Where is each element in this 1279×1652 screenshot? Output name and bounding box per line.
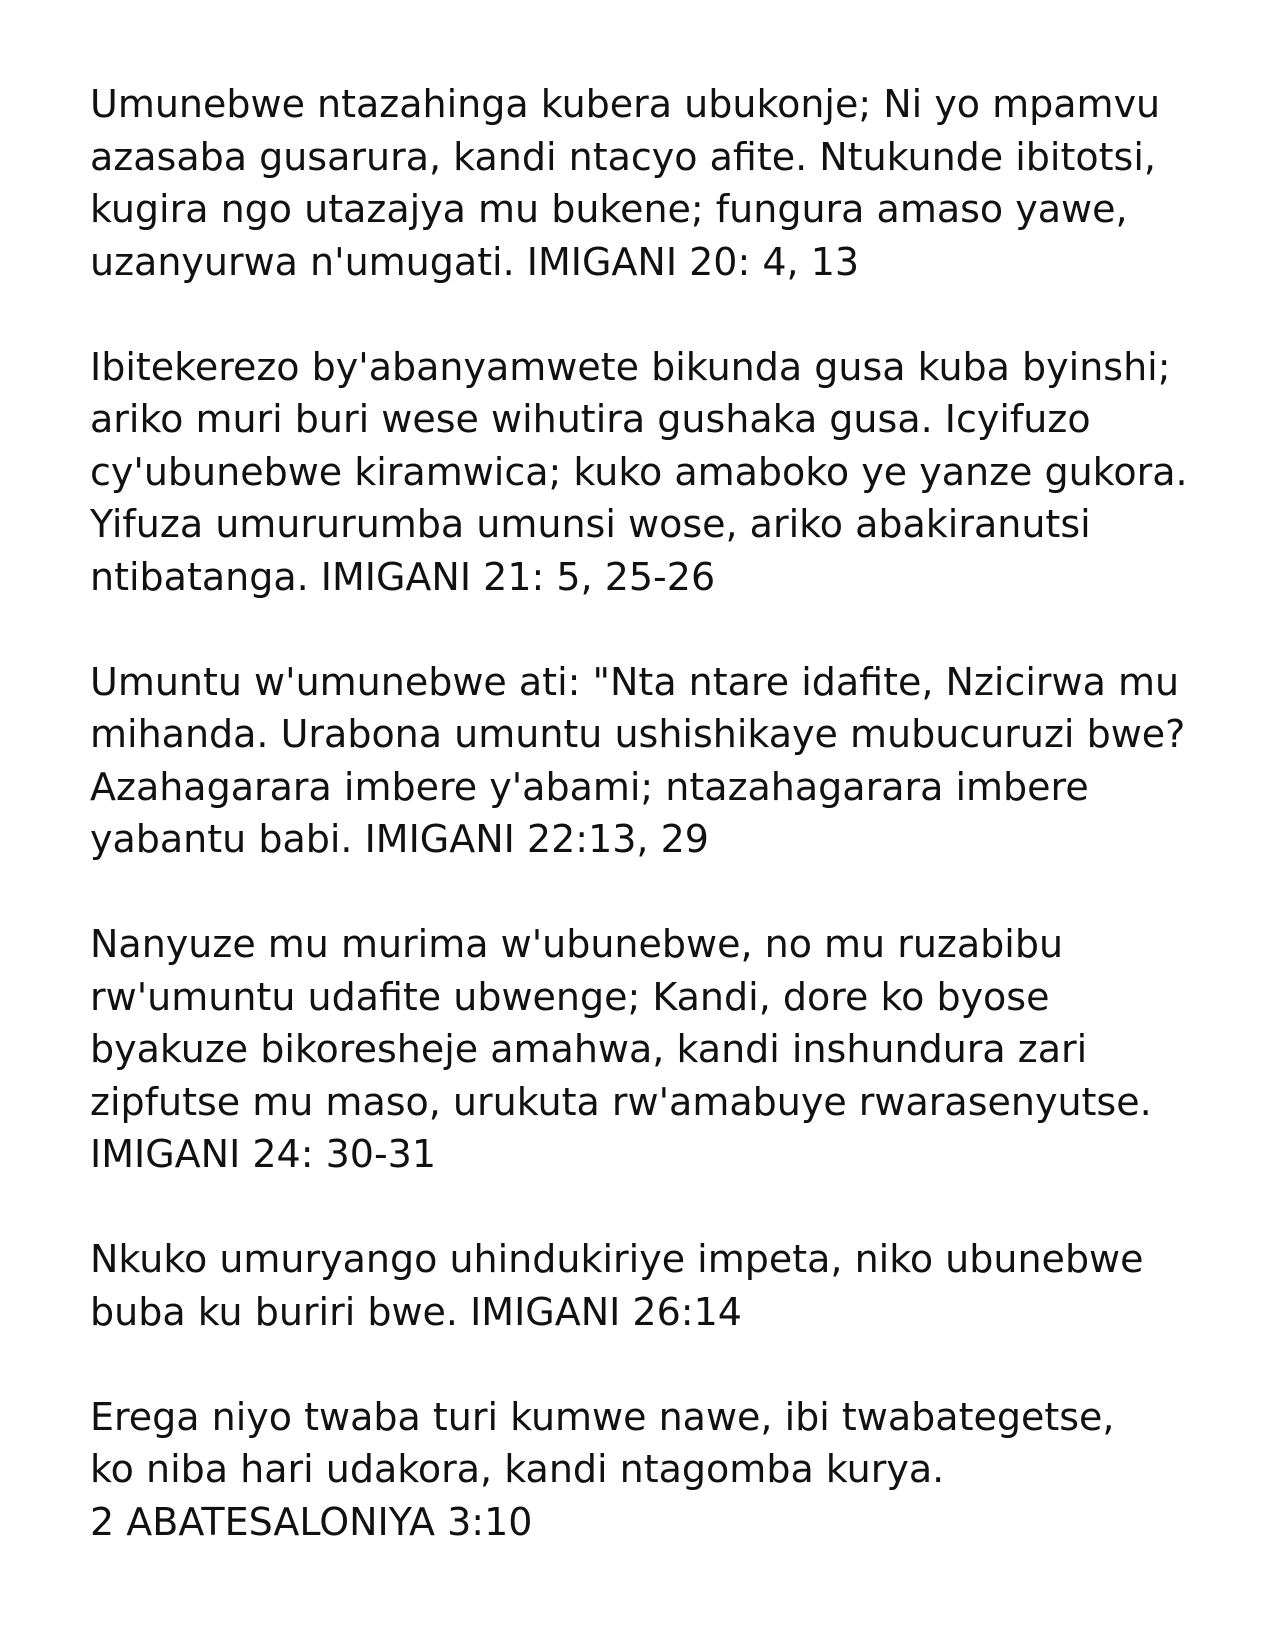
text-line: ko niba hari udakora, kandi ntagomba kurya. xyxy=(90,1447,945,1491)
text-line: buba ku buriri bwe. IMIGANI 26:14 xyxy=(90,1289,742,1334)
text-line: rw'umuntu udafite ubwenge; Kandi, dore ko byose xyxy=(90,974,1050,1019)
text-line: zipfutse mu maso, urukuta rw'amabuye rwarasenyutse. xyxy=(90,1079,1152,1124)
passage-abatesaloniya xyxy=(90,1391,1240,1549)
text-line: mihanda. Urabona umuntu ushishikaye mubucuruzi bwe? xyxy=(90,712,1186,756)
text-line: Nkuko umuryango uhindukiriye impeta, niko ubunebwe xyxy=(90,1237,1144,1281)
text-line: Yifuza umururumba umunsi wose, ariko abakiranutsi xyxy=(90,502,1091,546)
text-line: Umunebwe ntazahinga kubera ubukonje; Ni yo mpamvu xyxy=(90,82,1161,126)
text-line: kugira ngo utazajya mu bukene; fungura amaso yawe, xyxy=(90,187,1128,231)
text-line: byakuze bikoresheje amahwa, kandi inshundura zari xyxy=(90,1027,1088,1071)
text-line: ntibatanga. IMIGANI 21: 5, 25-26 xyxy=(90,554,716,599)
text-line: ariko muri buri wese wihutira gushaka gusa. Icyifuzo xyxy=(90,397,1091,441)
text-line: Umuntu w'umunebwe ati: "Nta ntare idafite, Nzicirwa mu xyxy=(90,659,1180,704)
text-line: IMIGANI 24: 30-31 xyxy=(90,1132,437,1176)
scripture-text-block xyxy=(90,78,1240,1601)
text-line: yabantu babi. IMIGANI 22:13, 29 xyxy=(90,817,709,861)
passage-imigani-21 xyxy=(90,341,1240,604)
text-line: Erega niyo twaba turi kumwe nawe, ibi twabategetse, xyxy=(90,1394,1115,1439)
passage-imigani-20 xyxy=(90,78,1240,288)
passage-imigani-24 xyxy=(90,918,1240,1181)
text-line: azasaba gusarura, kandi ntacyo afite. Ntukunde ibitotsi, xyxy=(90,134,1156,179)
text-line: Nanyuze mu murima w'ubunebwe, no mu ruzabibu xyxy=(90,922,1064,966)
text-line: cy'ubunebwe kiramwica; kuko amaboko ye yanze gukora. xyxy=(90,449,1188,494)
passage-imigani-26 xyxy=(90,1233,1240,1338)
text-line: Ibitekerezo by'abanyamwete bikunda gusa kuba byinshi; xyxy=(90,344,1171,389)
text-line: 2 ABATESALONIYA 3:10 xyxy=(90,1499,533,1544)
passage-imigani-22 xyxy=(90,656,1240,866)
text-line: uzanyurwa n'umugati. IMIGANI 20: 4, 13 xyxy=(90,239,860,284)
text-line: Azahagarara imbere y'abami; ntazahagarara imbere xyxy=(90,764,1089,809)
